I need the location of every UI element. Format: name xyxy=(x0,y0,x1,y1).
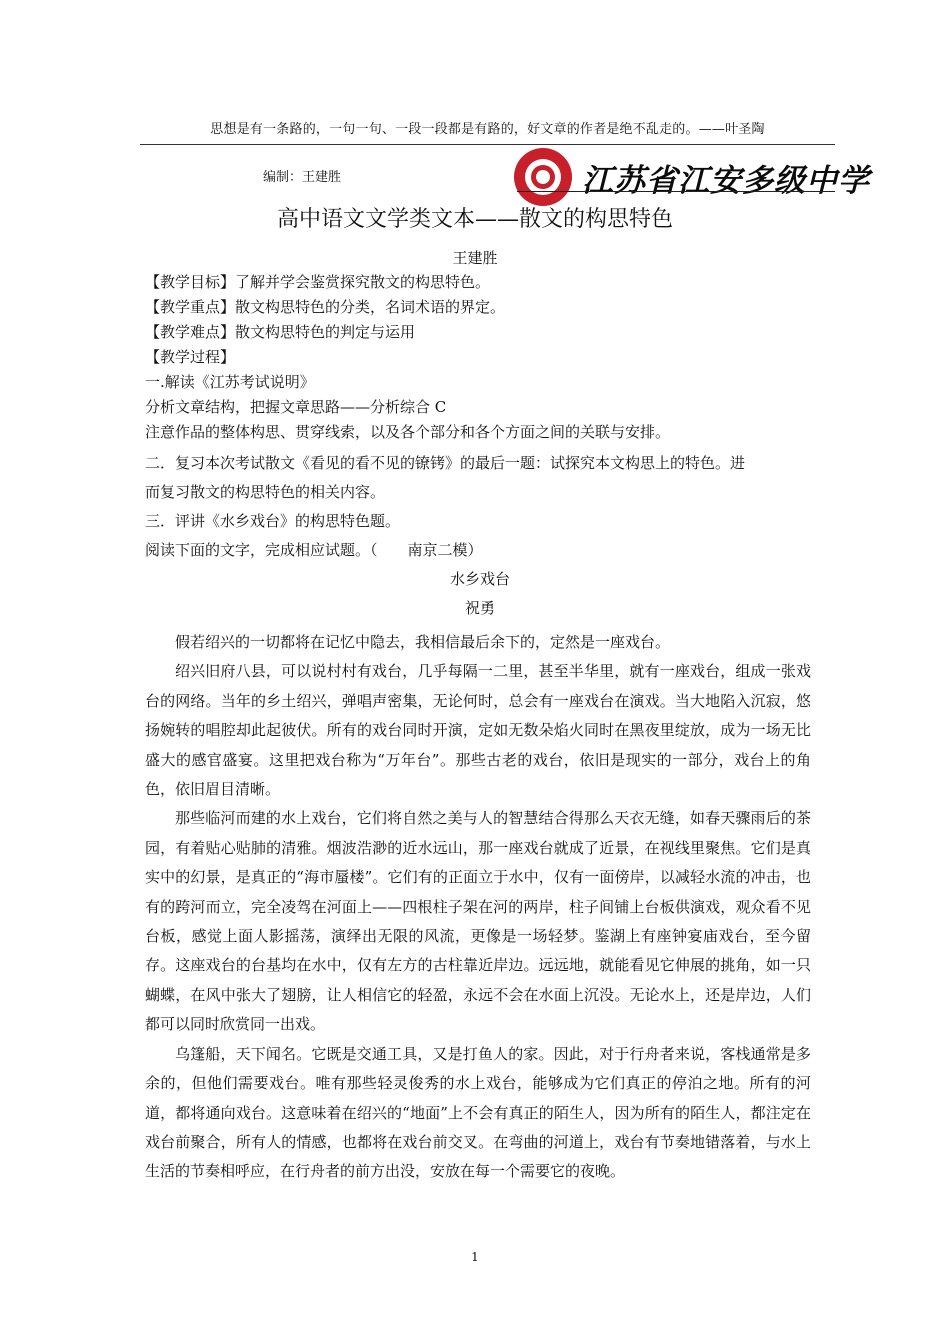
editor-credit: 编制：王建胜 xyxy=(263,170,342,185)
page-number: 1 xyxy=(471,1250,479,1264)
section-3-title: 三．评讲《水乡戏台》的构思特色题。 xyxy=(145,512,401,530)
header-quote: 思想是有一条路的，一句一句、一段一段都是有路的，好文章的作者是绝不乱走的。——叶圣陶 xyxy=(210,122,765,137)
lesson-outline xyxy=(145,270,815,623)
section-3-intro: 阅读下面的文字，完成相应试题。（ 南京二模） xyxy=(145,541,483,559)
teaching-goal: 【教学目标】了解并学会鉴赏探究散文的构思特色。 xyxy=(145,273,491,291)
header-divider xyxy=(140,144,835,145)
school-name: 江苏省江安多级中学 xyxy=(582,162,870,199)
article-paragraph: 乌篷船，天下闻名。它既是交通工具，又是打鱼人的家。因此，对于行舟者来说，客栈通常是多余的，但他们需要戏台。唯有那些轻灵俊秀的水上戏台，能够成为它们真正的停泊之地。所有的河道，都将通向戏台。这意味着在绍兴的“地面”上不会有真正的陌生人，因为所有的陌生人，都注定在戏台前聚合，所有人的情感，也都将在戏台前交叉。在弯曲的河道上，戏台有节奏地错落着，与水上生活的节奏相呼应，在行舟者的前方出没，安放在每一个需要它的夜晚。 xyxy=(145,1044,811,1181)
article-title: 水乡戏台 xyxy=(449,570,510,588)
article-body xyxy=(145,628,811,1187)
article-author: 祝勇 xyxy=(464,599,495,617)
article-paragraph: 绍兴旧府八县，可以说村村有戏台，几乎每隔一二里，甚至半华里，就有一座戏台，组成一张戏台的网络。当年的乡土绍兴，弹唱声密集，无论何时，总会有一座戏台在演戏。当大地陷入沉寂，悠扬婉转的唱腔却此起彼伏。所有的戏台同时开演，定如无数朵焰火同时在黑夜里绽放，成为一场无比盛大的感官盛宴。这里把戏台称为“万年台”。那些古老的戏台，依旧是现实的一部分，戏台上的角色，依旧眉目清晰。 xyxy=(145,662,811,799)
section-1-line-1: 分析文章结构，把握文章思路——分析综合 C xyxy=(145,398,447,416)
section-1-title: 一.解读《江苏考试说明》 xyxy=(145,373,315,391)
teaching-process: 【教学过程】 xyxy=(145,348,236,366)
article-paragraph: 假若绍兴的一切都将在记忆中隐去，我相信最后余下的，定然是一座戏台。 xyxy=(175,633,671,651)
page-author: 王建胜 xyxy=(452,249,498,267)
article-paragraph: 那些临河而建的水上戏台，它们将自然之美与人的智慧结合得那么天衣无缝，如春天骤雨后的茶园，有着贴心贴肺的清雅。烟波浩渺的近水远山，那一座戏台就成了近景，在视线里聚焦。它们是真实中的幻景，是真正的“海市蜃楼”。它们有的正面立于水中，仅有一面傍岸，以减轻水流的冲击，也有的跨河而立，完全凌驾在河面上——四根柱子架在河的两岸，柱子间铺上台板供演戏，观众看不见台板，感觉上面人影摇荡，演绎出无限的风流，更像是一场轻梦。鉴湖上有座钟宴庙戏台，至今留存。这座戏台的台基均在水中，仅有左方的古柱靠近岸边。远远地，就能看见它伸展的挑角，如一只蝴蝶，在风中张大了翅膀，让人相信它的轻盈，永远不会在水面上沉没。无论水上，还是岸边，人们都可以同时欣赏同一出戏。 xyxy=(145,809,811,1034)
section-2-line-1: 二．复习本次考试散文《看见的看不见的镣铐》的最后一题：试探究本文构思上的特色。进 xyxy=(145,454,746,472)
logo-divider xyxy=(517,191,835,192)
section-1-line-2: 注意作品的整体构思、贯穿线索，以及各个部分和各个方面之间的关联与安排。 xyxy=(145,423,671,441)
page-title: 高中语文文学类文本——散文的构思特色 xyxy=(276,207,673,232)
section-2-line-2: 而复习散文的构思特色的相关内容。 xyxy=(145,483,386,501)
teaching-focus: 【教学重点】散文构思特色的分类，名词术语的界定。 xyxy=(145,298,506,316)
school-logo xyxy=(514,148,870,206)
teaching-difficulty: 【教学难点】散文构思特色的判定与运用 xyxy=(145,323,416,341)
school-seal-icon xyxy=(514,148,572,206)
